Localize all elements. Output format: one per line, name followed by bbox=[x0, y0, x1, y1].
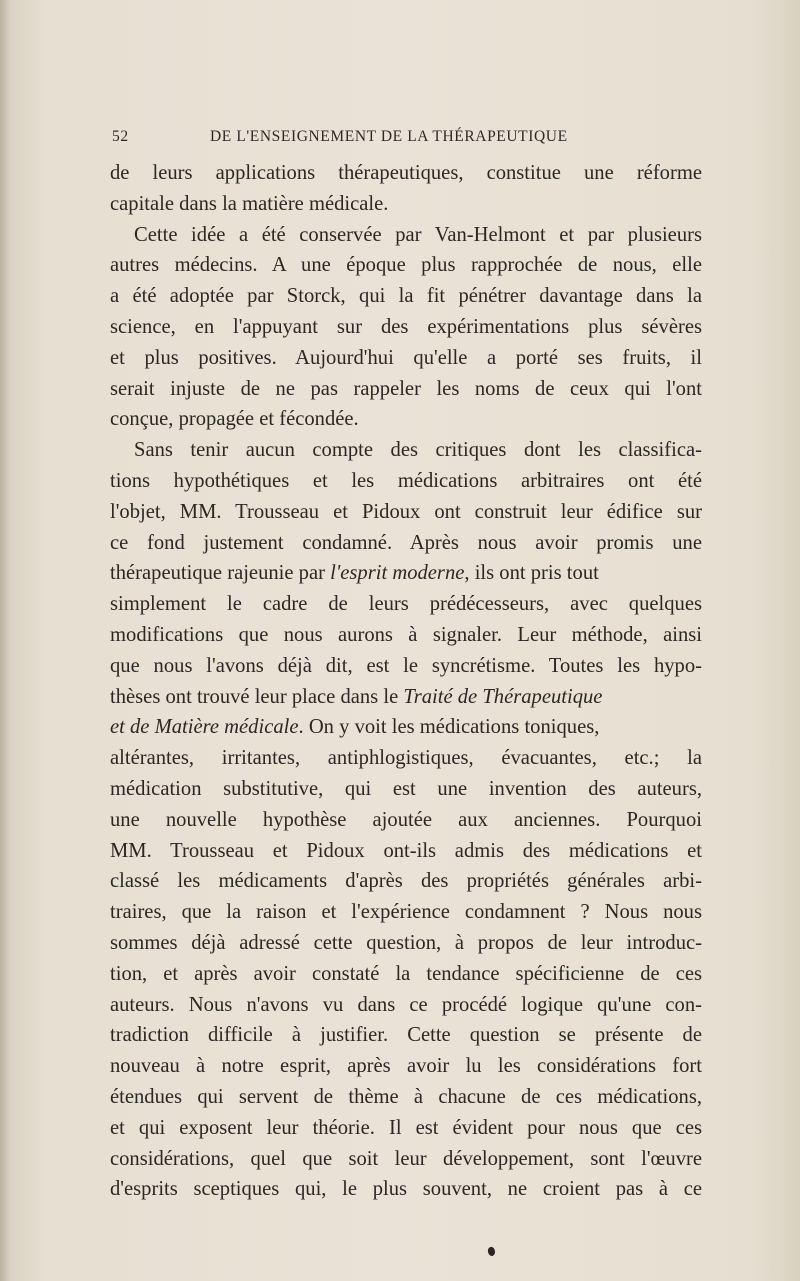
text-fragment: thérapeutique rajeunie par bbox=[110, 562, 331, 585]
text-line: de leurs applications thérapeutiques, constitue une réforme bbox=[110, 162, 702, 184]
text-line: simplement le cadre de leurs prédécesseurs, avec quelques bbox=[110, 593, 702, 616]
text-fragment: . On y voit les médications toniques, bbox=[298, 716, 600, 739]
text-line-with-emphasis bbox=[110, 712, 702, 743]
text-line-with-emphasis bbox=[110, 558, 702, 589]
page-number: 52 bbox=[112, 128, 129, 145]
emphasis-matiere-medicale: et de Matière médicale bbox=[110, 716, 299, 739]
text-line: tion, et après avoir constaté la tendance spécificienne de ces bbox=[110, 962, 702, 985]
text-line: auteurs. Nous n'avons vu dans ce procédé logique qu'une con- bbox=[110, 993, 702, 1016]
text-line: traires, que la raison et l'expérience condamnent ? Nous nous bbox=[110, 901, 702, 924]
paragraph-start-line: Sans tenir aucun compte des critiques dont les classifica- bbox=[134, 439, 702, 462]
emphasis-traite-title: Traité de Thérapeutique bbox=[403, 685, 603, 708]
text-line: et qui exposent leur théorie. Il est évident pour nous que ces bbox=[110, 1116, 702, 1139]
text-line: considérations, quel que soit leur développement, sont l'œuvre bbox=[110, 1147, 702, 1170]
text-fragment: , ils ont pris tout bbox=[464, 562, 599, 585]
text-line-with-emphasis bbox=[110, 682, 702, 713]
text-line: conçue, propagée et fécondée. bbox=[110, 408, 359, 431]
text-line: ce fond justement condamné. Après nous avoir promis une bbox=[110, 531, 702, 554]
body-text bbox=[110, 158, 702, 1205]
paragraph-start-line: Cette idée a été conservée par Van-Helmont et par plusieurs bbox=[134, 223, 702, 246]
ink-blot bbox=[487, 1246, 497, 1257]
running-header bbox=[112, 128, 702, 150]
text-line: et plus positives. Aujourd'hui qu'elle a porté ses fruits, il bbox=[110, 346, 702, 369]
text-line: serait injuste de ne pas rappeler les noms de ceux qui l'ont bbox=[110, 377, 702, 400]
text-line: altérantes, irritantes, antiphlogistiques, évacuantes, etc.; la bbox=[110, 747, 702, 770]
text-line: autres médecins. A une époque plus rapprochée de nous, elle bbox=[110, 254, 702, 277]
text-line: tradiction difficile à justifier. Cette question se présente de bbox=[110, 1024, 702, 1047]
text-line: capitale dans la matière médicale. bbox=[110, 192, 389, 215]
text-line: nouveau à notre esprit, après avoir lu les considérations fort bbox=[110, 1055, 702, 1078]
text-line: étendues qui servent de thème à chacune de ces médications, bbox=[110, 1085, 702, 1108]
text-line: médication substitutive, qui est une invention des auteurs, bbox=[110, 777, 702, 800]
text-line: MM. Trousseau et Pidoux ont-ils admis des médications et bbox=[110, 839, 702, 862]
text-line: modifications que nous aurons à signaler. Leur méthode, ainsi bbox=[110, 623, 702, 646]
text-line: d'esprits sceptiques qui, le plus souvent, ne croient pas à ce bbox=[110, 1178, 702, 1201]
text-line: a été adoptée par Storck, qui la fit pénétrer davantage dans la bbox=[110, 285, 702, 308]
text-line: classé les médicaments d'après des propriétés générales arbi- bbox=[110, 870, 702, 893]
text-line: tions hypothétiques et les médications arbitraires ont été bbox=[110, 469, 702, 492]
text-line: science, en l'appuyant sur des expérimentations plus sévères bbox=[110, 315, 702, 338]
text-line: que nous l'avons déjà dit, est le syncrétisme. Toutes les hypo- bbox=[110, 654, 702, 677]
text-fragment: thèses ont trouvé leur place dans le bbox=[110, 685, 404, 708]
text-line: une nouvelle hypothèse ajoutée aux anciennes. Pourquoi bbox=[110, 808, 702, 831]
page-edge-shadow bbox=[0, 0, 10, 1281]
running-title: DE L'ENSEIGNEMENT DE LA THÉRAPEUTIQUE bbox=[210, 128, 568, 145]
emphasis-esprit-moderne: l'esprit moderne bbox=[330, 562, 465, 585]
text-line: l'objet, MM. Trousseau et Pidoux ont construit leur édifice sur bbox=[110, 500, 702, 523]
text-line: sommes déjà adressé cette question, à propos de leur introduc- bbox=[110, 931, 702, 954]
